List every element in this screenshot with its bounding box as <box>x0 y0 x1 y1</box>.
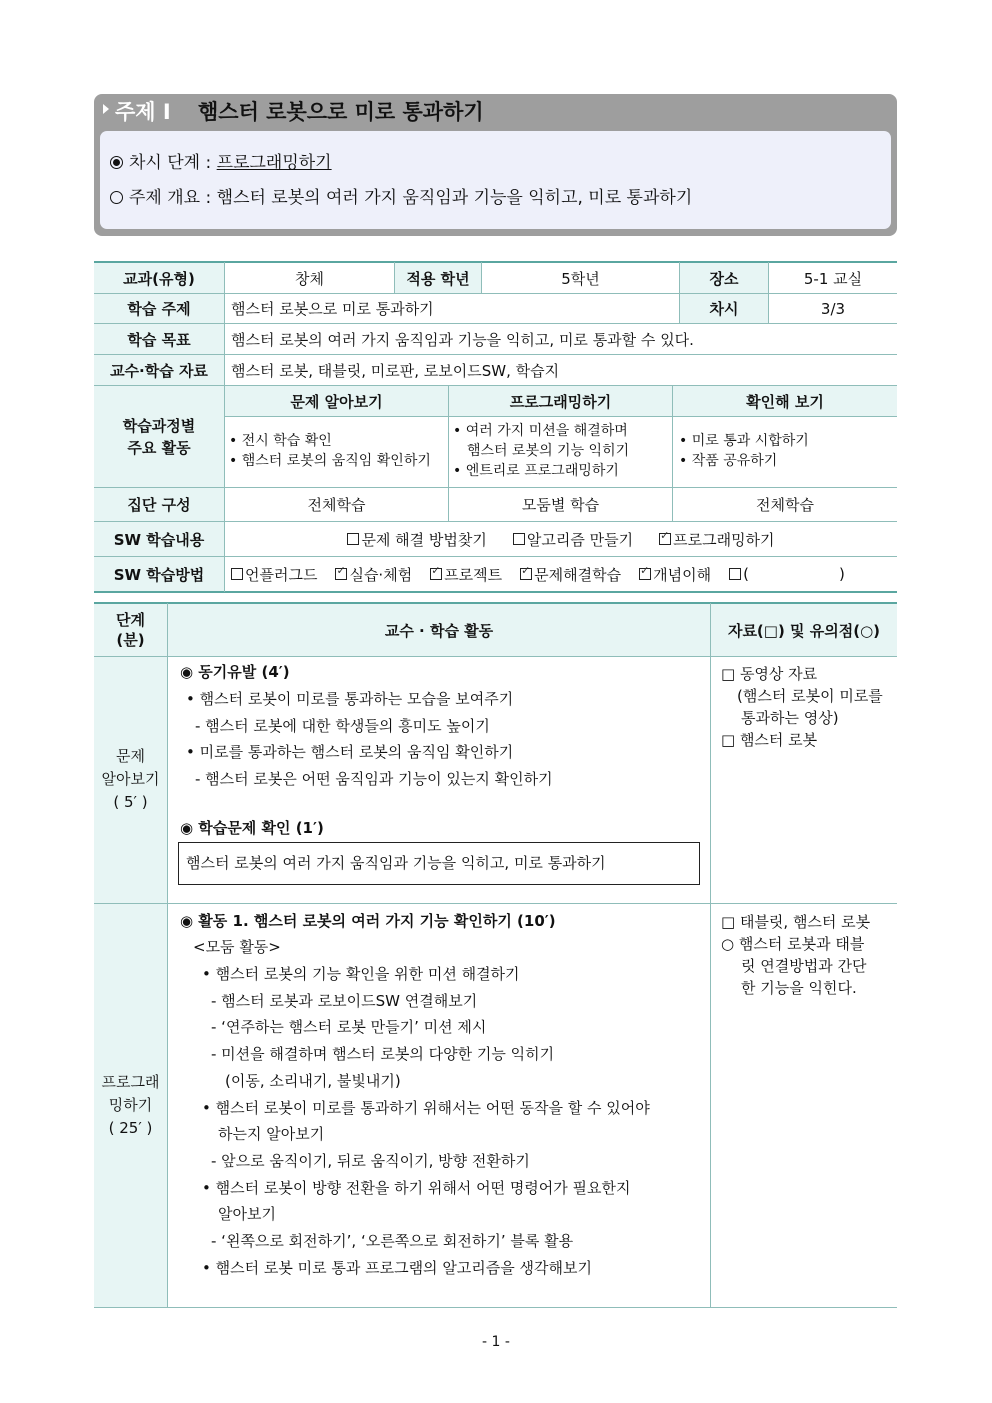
materials-value: 햄스터 로봇, 태블릿, 미로판, 로보이드SW, 학습지 <box>231 361 560 380</box>
sw-content-label: SW 학습내용 <box>94 522 224 556</box>
learning-problem-text: 햄스터 로봇의 여러 가지 움직임과 기능을 익히고, 미로 통과하기 <box>186 854 606 872</box>
page-number: - 1 - <box>482 1334 510 1350</box>
col-activity: 교수 · 학습 활동 <box>168 604 710 656</box>
activity-line: • 미로를 통과하는 햄스터 로봇의 움직임 확인하기 <box>186 743 514 761</box>
stage-line: 차시 단계 : 프로그래밍하기 <box>110 151 332 175</box>
activity-line: • 햄스터 로봇 미로 통과 프로그램의 알고리즘을 생각해보기 <box>202 1259 592 1277</box>
topic-summary <box>100 131 891 229</box>
group-3: 전체학습 <box>756 496 814 514</box>
activity-line: • 햄스터 로봇이 미로를 통과하기 위해서는 어떤 동작을 할 수 있어야 <box>202 1099 650 1117</box>
activity-line: - ‘왼쪽으로 회전하기’, ‘오른쪽으로 회전하기’ 블록 활용 <box>211 1232 574 1250</box>
stage2-label: 프로그래 밍하기 ( 25′ ) <box>101 1073 160 1137</box>
activity-line: 알아보기 <box>218 1205 276 1223</box>
activity-line: - 미션을 해결하며 햄스터 로봇의 다양한 기능 익히기 <box>211 1045 555 1063</box>
checkbox-checked-icon <box>659 533 671 545</box>
activity-line: 하는지 알아보기 <box>218 1125 325 1143</box>
activity-line: - ‘연주하는 햄스터 로봇 만들기’ 미션 제시 <box>211 1018 487 1036</box>
grade-value: 5학년 <box>561 269 600 288</box>
checkbox-checked-icon <box>520 568 532 580</box>
subject-value: 창체 <box>295 269 324 288</box>
topic-value: 햄스터 로봇으로 미로 통과하기 <box>231 300 434 318</box>
materials-label: 교수·학습 자료 <box>94 355 224 385</box>
activity-line: <모둠 활동> <box>193 938 281 956</box>
phase-header-1: 문제 알아보기 <box>225 386 448 416</box>
topic-label: 학습 주제 <box>94 294 224 323</box>
activity-line: • 햄스터 로봇이 방향 전환을 하기 위해서 어떤 명령어가 필요한지 <box>202 1179 631 1197</box>
topic-tag: 주제 I <box>115 100 171 124</box>
session-label: 차시 <box>680 294 768 323</box>
motivation-heading: ◉ 동기유발 (4′) <box>180 663 290 681</box>
topic-title: 햄스터 로봇으로 미로 통과하기 <box>198 100 484 124</box>
activity-line: (이동, 소리내기, 불빛내기) <box>225 1072 401 1090</box>
group-2: 모둠별 학습 <box>521 496 600 514</box>
stage2-notes: □ 태블릿, 햄스터 로봇 ○ 햄스터 로봇과 태블 릿 연결방법과 간단 한 기능을 익힌다. <box>721 913 871 997</box>
phase1-items: • 전시 학습 확인 • 햄스터 로봇의 움직임 확인하기 <box>229 433 431 469</box>
radio-empty-icon <box>110 191 123 204</box>
activity-line: - 햄스터 로봇에 대한 학생들의 흥미도 높이기 <box>195 717 490 735</box>
sw-content-options: 문제 해결 방법찾기 알고리즘 만들기 ✓ 프로그래밍하기 <box>225 522 897 556</box>
place-value: 5-1 교실 <box>803 269 863 288</box>
sw-method-label: SW 학습방법 <box>94 557 224 591</box>
activity-line: • 햄스터 로봇이 미로를 통과하는 모습을 보여주기 <box>186 690 514 708</box>
activity-line: - 햄스터 로봇과 로보이드SW 연결해보기 <box>211 992 478 1010</box>
phase3-items: • 미로 통과 시합하기 • 작품 공유하기 <box>679 433 809 469</box>
activity1-heading: ◉ 활동 1. 햄스터 로봇의 여러 가지 기능 확인하기 (10′) <box>180 912 556 930</box>
checkbox-icon <box>347 533 359 545</box>
stage1-notes: □ 동영상 자료 (햄스터 로봇이 미로를 통과하는 영상) □ 햄스터 로봇 <box>721 665 883 749</box>
problem-heading: ◉ 학습문제 확인 (1′) <box>180 819 324 837</box>
checkbox-checked-icon <box>335 568 347 580</box>
group-1: 전체학습 <box>307 496 366 514</box>
subject-label: 교과(유형) <box>94 263 224 293</box>
sw-method-options: 언플러그드 ✓ 실습·체험 ✓ 프로젝트 ✓ 문제해결학습 ✓ 개념이해 ( ) <box>225 557 897 591</box>
overview-line: 주제 개요 : 햄스터 로봇의 여러 가지 움직임과 기능을 익히고, 미로 통과하기 <box>110 186 692 210</box>
col-stage: 단계 (분) <box>94 604 167 656</box>
session-value: 3/3 <box>820 299 846 318</box>
activity-line: - 햄스터 로봇은 어떤 움직임과 기능이 있는지 확인하기 <box>195 770 553 788</box>
checkbox-icon <box>513 533 525 545</box>
phase-header-3: 확인해 보기 <box>673 386 897 416</box>
checkbox-checked-icon <box>639 568 651 580</box>
place-label: 장소 <box>680 263 768 293</box>
stage1-label: 문제 알아보기 ( 5′ ) <box>101 747 160 811</box>
activity-line: • 햄스터 로봇의 기능 확인을 위한 미션 해결하기 <box>202 965 520 983</box>
radio-filled-icon <box>110 156 123 169</box>
grade-label: 적용 학년 <box>395 263 481 293</box>
checkbox-icon <box>231 568 243 580</box>
checkbox-icon <box>729 568 741 580</box>
goal-label: 학습 목표 <box>94 324 224 354</box>
phase2-items: • 여러 가지 미션을 해결하며 햄스터 로봇의 기능 익히기 • 엔트리로 프로그래밍하기 <box>453 423 630 479</box>
col-notes: 자료(□) 및 유의점(○) <box>711 604 897 656</box>
goal-value: 햄스터 로봇의 여러 가지 움직임과 기능을 익히고, 미로 통과할 수 있다. <box>231 330 694 349</box>
phase-header-2: 프로그래밍하기 <box>449 386 672 416</box>
activity-line: - 앞으로 움직이기, 뒤로 움직이기, 방향 전환하기 <box>211 1152 530 1170</box>
process-label: 학습과정별 주요 활동 <box>94 386 224 487</box>
checkbox-checked-icon <box>430 568 442 580</box>
title-arrow-icon <box>103 104 109 114</box>
group-label: 집단 구성 <box>94 488 224 521</box>
